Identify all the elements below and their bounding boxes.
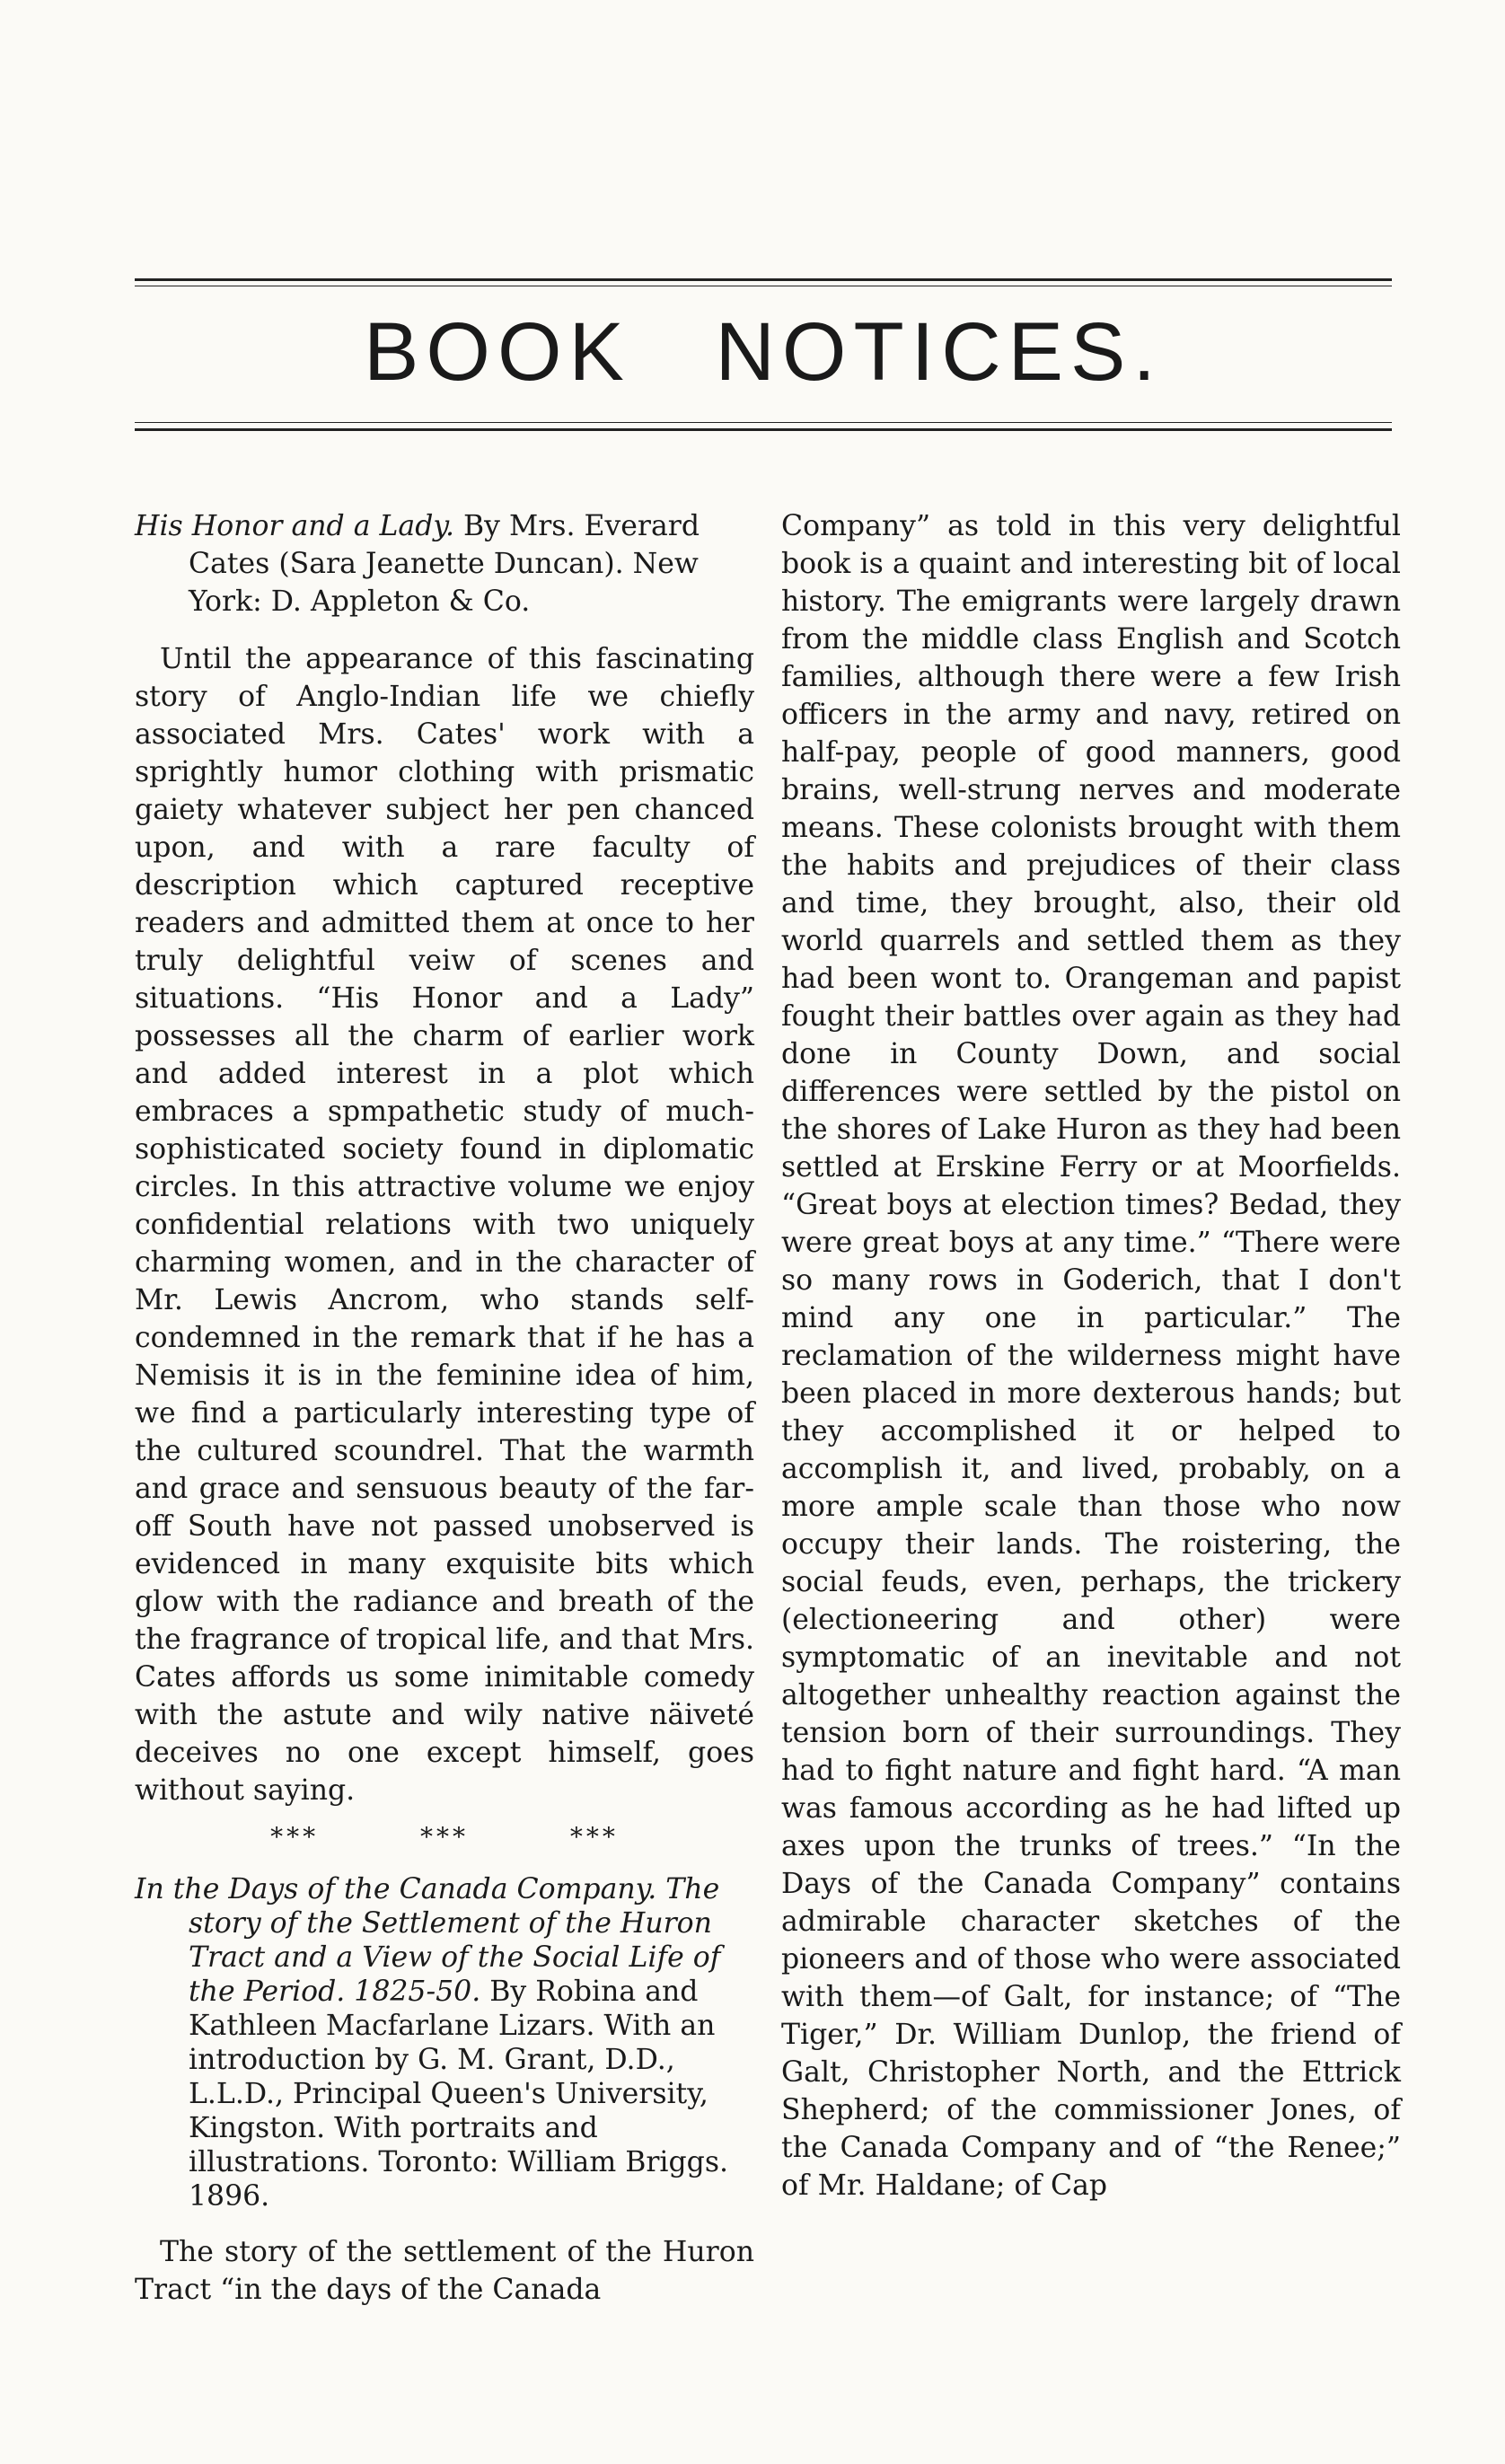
- notice-2-heading: [135, 1872, 754, 2213]
- notice-2-title: In the Days of the Canada Company. The story of the Settlement of the Huron Tract and a View of the Social Life of the Period. 1825-50.: [135, 1873, 721, 2008]
- section-separator: *** *** ***: [270, 1822, 619, 1852]
- left-column: [135, 507, 754, 2309]
- notice-1-title: His Honor and a Lady.: [135, 510, 455, 542]
- notice-2-byline: By Robina and Kathleen Macfarlane Lizars. With an introduction by G. M. Grant, D.D., L.L.D., Principal Queen's University, Kingston. With portraits and illustrations. Toronto: William Briggs. 1896.: [189, 1976, 729, 2213]
- right-column: [781, 507, 1401, 2204]
- notice-2-body-continued: Company” as told in this very delightful book is a quaint and interesting bit of local history. The emigrants were largely drawn from the middle class English and Scotch families, although there were a few Irish officers in the army and navy, retired on half-pay, people of good manners, good brains, well-strung nerves and moderate means. These colonists brought with them the habits and prejudices of their class and time, they brought, also, their old world quarrels and settled them as they had been wont to. Orangeman and papist fought their battles over again as they had done in County Down, and social differences were settled by the pistol on the shores of Lake Huron as they had been settled at Erskine Ferry or at Moorfields. “Great boys at election times? Bedad, they were great boys at any time.” “There were so many rows in Goderich, that I don't mind any one in particular.” The reclamation of the wilderness might have been placed in more dexterous hands; but they accomplished it or helped to accomplish it, and lived, probably, on a more ample scale than those who now occupy their lands. The roistering, the social feuds, even, perhaps, the trickery (electioneering and other) were symptomatic of an inevitable and not altogether unhealthy reaction against the tension born of their surroundings. They had to fight nature and fight hard. “A man was famous according as he had lifted up axes upon the trunks of trees.” “In the Days of the Canada Company” contains admirable character sketches of the pioneers and of those who were associated with them—of Galt, for instance; of “The Tiger,” Dr. William Dunlop, the friend of Galt, Christopher North, and the Ettrick Shepherd; of the commissioner Jones, of the Canada Company and of “the Renee;” of Mr. Haldane; of Cap: [781, 510, 1401, 2202]
- notice-1-heading: [135, 507, 754, 620]
- notice-1-byline: By Mrs. Everard Cates (Sara Jeanette Duncan). New York: D. Appleton & Co.: [189, 510, 700, 618]
- top-double-rule-thick: [135, 278, 1392, 281]
- bottom-double-rule-thick: [135, 428, 1392, 431]
- notice-2-body-start: The story of the settlement of the Huron Tract “in the days of the Canada: [135, 2236, 754, 2306]
- bottom-double-rule-thin: [135, 422, 1392, 423]
- page-heading: BOOK NOTICES.: [364, 306, 1163, 398]
- notice-1-body: Until the appearance of this fascinating story of Anglo-Indian life we chiefly associated Mrs. Cates' work with a sprightly humor clothing with prismatic gaiety whatever subject her pen chanced upon, and with a rare faculty of description which captured receptive readers and admitted them at once to her truly delightful veiw of scenes and situations. “His Honor and a Lady” possesses all the charm of earlier work and added interest in a plot which embraces a spmpathetic study of much-sophisticated society found in diplomatic circles. In this attractive volume we enjoy confidential relations with two uniquely charming women, and in the character of Mr. Lewis Ancrom, who stands self-condemned in the remark that if he has a Nemisis it is in the feminine idea of him, we find a particularly interesting type of the cultured scoundrel. That the warmth and grace and sensuous beauty of the far-off South have not passed unobserved is evidenced in many exquisite bits which glow with the radiance and breath of the the fragrance of tropical life, and that Mrs. Cates affords us some inimitable comedy with the astute and wily native näiveté deceives no one except himself, goes without saying.: [135, 643, 754, 1807]
